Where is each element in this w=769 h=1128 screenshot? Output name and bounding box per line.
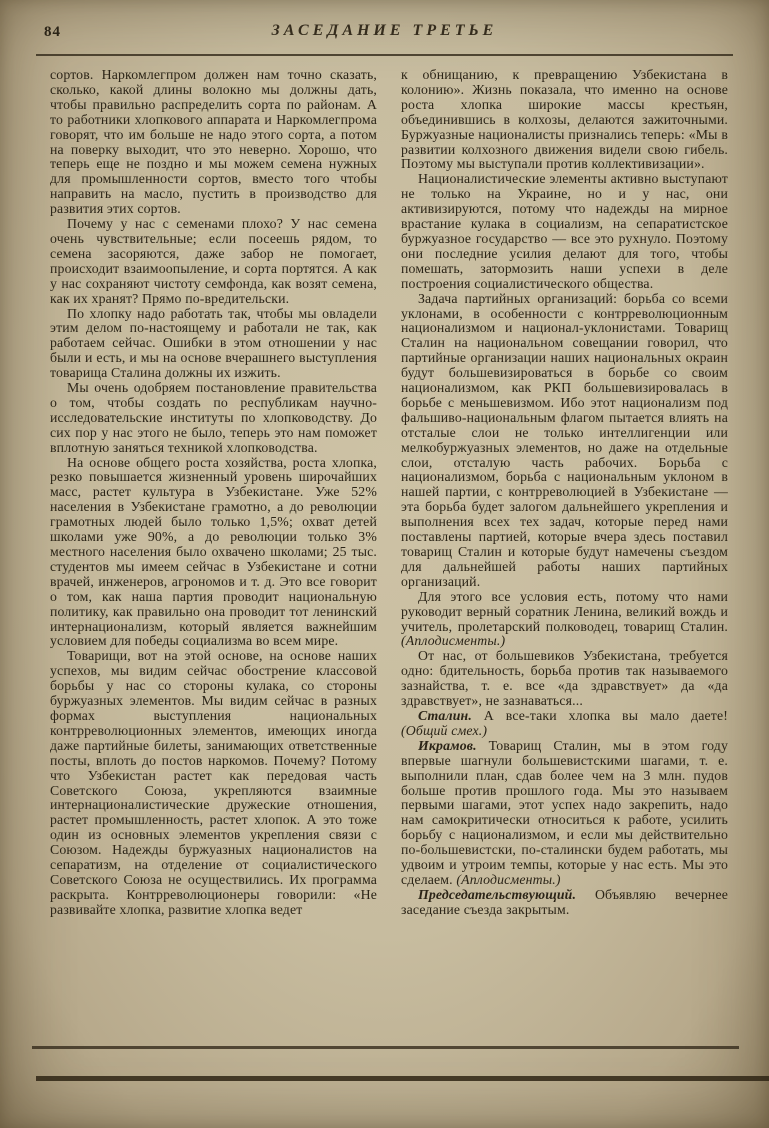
paragraph bbox=[401, 172, 728, 291]
body-text: На основе общего роста хозяйства, роста хлопка, резко повышается жизненный уровень широчайших масс, растет культура в Узбекистане. Уже 52% населения в Узбекистане грамотно, а до революции грамотных людей было только 1,5%; охват детей школами уже 90%, а до революции только 3% местного населения было охвачено школами; 25 тыс. студентов мы имеем сейчас в Узбекистане и сотни врачей, инженеров, агрономов и т. д. Это все говорит о том, как наша партия проводит национальную политику, как правильно она проводит тот ленинский интернационализм, который является важнейшим условием для победы социализма во всем мире. bbox=[50, 454, 377, 649]
body-text: сортов. Наркомлегпром должен нам точно сказать, сколько, какой длины волокно мы должны дать, чтобы правильно распределить сорта по районам. А то работники хлопкового аппарата и Наркомлегпрома говорят, что им больше не надо этого сорта, а потом на поверку выходит, что это неверно. Хорошо, что теперь еще не поздно и мы можем семена нужных для промышленности сортов, вместо того чтобы направить на масло, пустить в производство для развития этих сортов. bbox=[50, 67, 377, 217]
paragraph bbox=[401, 292, 728, 590]
body-text: Националистические элементы активно выступают не только на Украине, но и у нас, они активизируются, потому что надежды на мирное врастание кулака в социализм, на сепаратистское буржуазное государство — все это рухнуло. Поэтому они последние усилия делают для того, чтобы помешать, затормозить наши успехи в деле построения социалистического общества. bbox=[401, 171, 728, 291]
body-text: Задача партийных организаций: борьба со всеми уклонами, в особенности с контрреволюционным национализмом и национал-уклонистами. Товарищ Сталин на национальном совещании говорил, что партийные организации наших национальных окраин будут большевизироваться в борьбе со своим национализмом, как РКП большевизировалась в борьбе с меньшевизмом. Ибо этот национализм под фальшиво-национальным флагом пытается влиять на отсталые слои не только интеллигенции или мелкобуржуазных элементов, но даже на отдельные слои, отсталую часть рабочих. Борьба с национализмом, борьба с национальным уклоном в нашей партии, с контрреволюцией в Узбекистане — эта борьба будет залогом дальнейшего укрепления и выполнения всех тех задач, которые перед нами поставлены партией, которые вчера здесь поставил товарищ Сталин и которые будут намечены съездом для дальнейшей работы наших партийных организаций. bbox=[401, 290, 728, 589]
stage-direction: (Общий смех.) bbox=[401, 722, 488, 738]
paragraph bbox=[50, 307, 377, 382]
paragraph bbox=[50, 456, 377, 650]
paragraph bbox=[401, 739, 728, 888]
speaker-name: Икрамов. bbox=[418, 737, 477, 753]
stage-direction: (Аплодисменты.) bbox=[456, 871, 561, 887]
speaker-name: Председательствующий. bbox=[418, 886, 577, 902]
body-text: От нас, от большевиков Узбекистана, требуется одно: бдительность, борьба против так называемого зазнайства, т. е. все «да здравствует» да «да здравствует», не зазнаваться... bbox=[401, 648, 728, 709]
text-column-left bbox=[50, 68, 377, 918]
stage-direction: (Аплодисменты.) bbox=[401, 633, 506, 649]
paragraph bbox=[401, 709, 728, 739]
header-rule bbox=[36, 54, 733, 56]
body-text: к обнищанию, к превращению Узбекистана в колонию». Жизнь показала, что именно на основе роста хлопка широкие массы крестьян, объединившись в колхозы, делаются зажиточными. Буржуазные националисты признались теперь: «Мы в развитии колхозного движения видели свою гибель. Поэтому мы выступали против коллективизации». bbox=[401, 67, 728, 172]
body-text: Товарищ Сталин, мы в этом году впервые шагнули большевистскими шагами, т. е. выполнили план, сдав более чем на 3 млн. пудов больше против прошлого года. Мы это называем первыми шагами, этот успех надо закрепить, надо нам самокритически относиться к работе, усилить борьбу с национализмом, и если мы действительно по-большевистски, по-сталински будем работать, мы удвоим и утроим темпы, которые у нас есть. Мы это сделаем. bbox=[401, 737, 728, 887]
body-text: Объявляю вечернее заседание съезда закрытым. bbox=[401, 886, 728, 917]
footer-rule-bottom bbox=[36, 1076, 769, 1081]
text-column-right bbox=[401, 68, 728, 918]
content-columns bbox=[0, 56, 769, 918]
page-header bbox=[36, 22, 733, 52]
paragraph bbox=[50, 217, 377, 306]
paragraph bbox=[401, 590, 728, 650]
body-text: Товарищи, вот на этой основе, на основе наших успехов, мы видим сейчас обострение классовой борьбы у нас со стороны кулака, со стороны буржуазных элементов. Мы видим сейчас в разных формах выступления национальных контрреволюционных элементов, имеющих иногда даже партийные билеты, занимающих ответственные посты, вплоть до постов наркомов. Почему? Потому что Узбекистан растет как передовая часть Советского Союза, укрепляются взаимные интернационалистические дружеские отношения, растет промышленность, растет хлопок. А это тоже один из основных элементов укрепления связи с Союзом. Надежды буржуазных националистов на сепаратизм, на отделение от социалистического Советского Союза не осуществились. Их программа раскрыта. Контрреволюционеры говорили: «Не развивайте хлопка, развитие хлопка ведет bbox=[50, 648, 377, 917]
page-number: 84 bbox=[44, 24, 61, 40]
body-text: Мы очень одобряем постановление правительства о том, чтобы создать по республикам научно-исследовательские институты по хлопководству. До сих пор у нас этого не было, теперь это нам поможет вплотную заняться техникой хлопководства. bbox=[50, 380, 377, 455]
body-text: Почему у нас с семенами плохо? У нас семена очень чувствительные; если посеешь рядом, то семена засоряются, даже забор не помогает, происходит взаимоопыление, и сорта портятся. А как у нас сохраняют чистоту семфонда, как возят семена, как их хранят? Прямо по-вредительски. bbox=[50, 216, 377, 306]
body-text: По хлопку надо работать так, чтобы мы овладели этим делом по-настоящему и работали не так, как работаем сейчас. Ошибки в этом отношении у нас были и есть, и мы на основе вчерашнего выступления товарища Сталина должны их изжить. bbox=[50, 305, 377, 381]
paragraph bbox=[50, 649, 377, 917]
paragraph bbox=[401, 649, 728, 709]
paragraph bbox=[50, 381, 377, 456]
body-text: Для этого все условия есть, потому что нами руководит верный соратник Ленина, великий вождь и учитель, пролетарский полководец, товарищ Сталин. bbox=[401, 588, 728, 634]
speaker-name: Сталин. bbox=[418, 707, 472, 723]
running-title: ЗАСЕДАНИЕ ТРЕТЬЕ bbox=[271, 22, 498, 39]
paragraph bbox=[401, 888, 728, 918]
footer-rule-top bbox=[32, 1046, 739, 1049]
paragraph bbox=[401, 68, 728, 172]
body-text: А все-таки хлопка вы мало даете! bbox=[471, 707, 728, 723]
paragraph bbox=[50, 68, 377, 217]
